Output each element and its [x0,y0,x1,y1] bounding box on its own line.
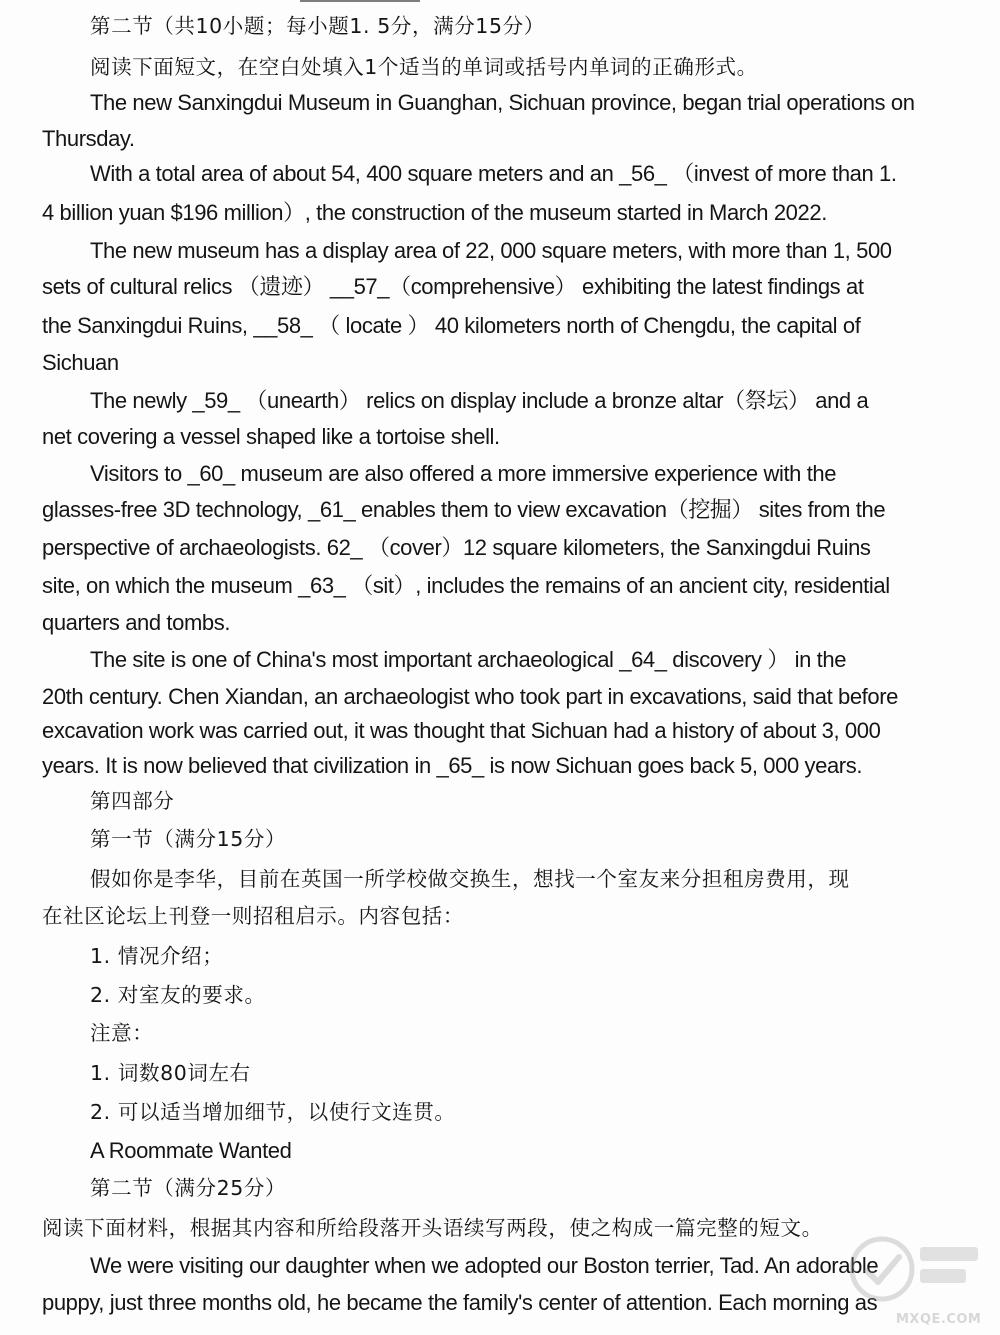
watermark-text: MXQE.COM [896,1312,982,1327]
writing-prompt: 假如你是李华，目前在英国一所学校做交换生，想找一个室友来分担租房费用，现 [90,867,850,891]
passage-line: With a total area of about 54, 400 square meters and an _56_ （invest of more than 1. [90,161,897,186]
passage-line: net covering a vessel shaped like a tortoise shell. [42,424,500,449]
passage-line: 4 billion yuan $196 million）, the construction of the museum started in March 2022. [42,200,827,225]
writing-prompt: 在社区论坛上刊登一则招租启示。内容包括： [42,904,464,928]
site-watermark [842,1229,992,1329]
section-title: 第一节（满分15分） [90,827,287,851]
header-divider [300,0,420,8]
prompt-item: 1. 情况介绍； [90,944,224,968]
part-heading: 第四部分 [90,789,175,813]
passage-line: sets of cultural relics （遗迹） __57_（comprehensive） exhibiting the latest findings at [42,274,864,299]
section-instruction: 阅读下面短文，在空白处填入1个适当的单词或括号内单词的正确形式。 [90,55,758,79]
note-label: 注意： [90,1021,154,1045]
passage-line: The site is one of China's most important archaeological _64_ discovery ） in the [90,647,847,672]
section-instruction: 阅读下面材料，根据其内容和所给段落开头语续写两段，使之构成一篇完整的短文。 [42,1216,823,1240]
note-item: 1. 词数80词左右 [90,1061,251,1085]
passage-line: Thursday. [42,126,135,151]
passage-line: 20th century. Chen Xiandan, an archaeologist who took part in excavations, said that before [42,684,898,709]
section-title: 第二节（共10小题；每小题1. 5分，满分15分） [90,14,545,38]
passage-line: excavation work was carried out, it was thought that Sichuan had a history of about 3, 000 [42,718,881,743]
story-line: puppy, just three months old, he became the family's center of attention. Each morning as [42,1290,878,1315]
passage-line: Sichuan [42,350,119,375]
essay-title: A Roommate Wanted [90,1138,292,1163]
prompt-item: 2. 对室友的要求。 [90,983,266,1007]
passage-line: The new Sanxingdui Museum in Guanghan, Sichuan province, began trial operations on [90,90,915,115]
answer-circle-logo-icon [842,1229,992,1309]
passage-line: Visitors to _60_ museum are also offered a more immersive experience with the [90,461,837,486]
section-title: 第二节（满分25分） [90,1176,287,1200]
passage-line: The newly _59_ （unearth） relics on display include a bronze altar（祭坛） and a [90,388,869,413]
note-item: 2. 可以适当增加细节，以使行文连贯。 [90,1100,456,1124]
passage-line: perspective of archaeologists. 62_ （cover）12 square kilometers, the Sanxingdui Ruins [42,535,871,560]
passage-line: years. It is now believed that civilization in _65_ is now Sichuan goes back 5, 000 years. [42,753,863,778]
passage-line: site, on which the museum _63_ （sit）, includes the remains of an ancient city, residential [42,573,890,598]
passage-line: quarters and tombs. [42,610,231,635]
passage-line: The new museum has a display area of 22, 000 square meters, with more than 1, 500 [90,238,892,263]
passage-line: the Sanxingdui Ruins, __58_ （ locate ） 40 kilometers north of Chengdu, the capital of [42,313,861,338]
story-line: We were visiting our daughter when we adopted our Boston terrier, Tad. An adorable [90,1253,879,1278]
passage-line: glasses-free 3D technology, _61_ enables them to view excavation（挖掘） sites from the [42,497,886,522]
